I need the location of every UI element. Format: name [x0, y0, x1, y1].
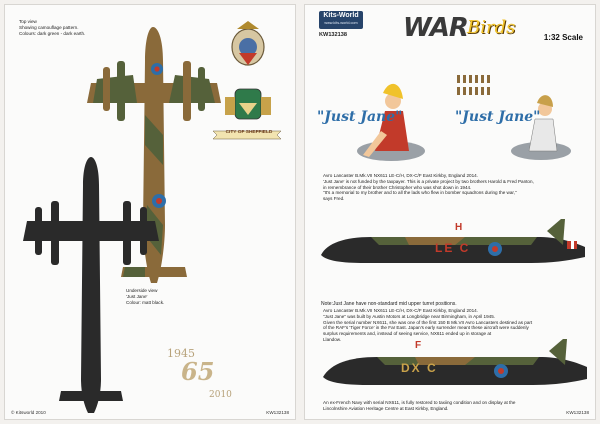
- description-line: "Just Jane" was built by Austin Motors at Longbridge near Birmingham, in April 1945.: [323, 313, 496, 319]
- catalogue-number: KW132138: [319, 32, 347, 38]
- description-line: Llandow.: [323, 336, 342, 342]
- top-view-caption-line: Colours: dark green - dark earth.: [19, 30, 86, 36]
- anniversary-number: 65: [181, 357, 215, 386]
- description-line: says Fred.: [323, 196, 345, 202]
- scale-label: 1:32 Scale: [543, 33, 583, 42]
- description-line: Avro Lancaster B.Mk.VII NX611 LE-C/H, DX-C/F East Kirkby, England 2014.: [323, 308, 478, 313]
- copyright-text: © Kitsworld 2010: [11, 410, 46, 415]
- left-decal-panel: [4, 4, 296, 420]
- lancaster-profile-2-icon: [305, 5, 596, 420]
- left-sheet-code: KW132138: [266, 410, 289, 415]
- series-title-war: WAR: [403, 13, 468, 43]
- description-line: surplus requirements and, instead of seeing service, NX611 ended up in storage at: [323, 331, 492, 337]
- brand-url: www.kits-world.com: [324, 21, 358, 25]
- anniversary-start-year: 1945: [167, 347, 195, 360]
- series-title-birds: Birds: [467, 17, 516, 38]
- top-view-caption-line: Showing camouflage pattern.: [19, 24, 79, 30]
- underside-caption-line: Underside view: [126, 288, 158, 293]
- right-sheet-code: KW132138: [566, 410, 589, 415]
- underside-caption-line: Colour: matt black.: [126, 299, 165, 305]
- description-line: Lincolnshire Aviation Heritage Centre at East Kirkby, England.: [323, 405, 449, 411]
- description-line: 'Just Jane' is not funded by the taxpayer. This is a private project by two brothers Harold & Fred Panton,: [323, 178, 534, 184]
- description-block-3: [323, 400, 593, 412]
- nose-art-title-left: "Just Jane": [317, 109, 403, 125]
- nose-art-title-right: "Just Jane": [455, 109, 541, 125]
- brand-name: Kits-World: [323, 12, 359, 19]
- underside-caption-line: 'Just Jane': [126, 293, 148, 299]
- description-line: An ex-French Navy with serial NX611, is fully restored to taxiing condition and on display at the: [323, 400, 516, 405]
- description-line: "It's a memorial to my brother and to all the lads who flew in bomber squadrons during the war,": [323, 190, 517, 196]
- right-decal-panel: [304, 4, 596, 420]
- code-letter-f: F: [415, 340, 422, 351]
- code-letters-1: LE C: [435, 241, 471, 255]
- top-view-caption-line: Top view: [19, 19, 37, 24]
- description-line: Avro Lancaster B.Mk.VII NX611 LE-C/H, DX-C/F East Kirkby, England 2014.: [323, 173, 478, 178]
- code-letters-2: DX C: [401, 361, 438, 375]
- city-banner-text: CITY OF SHEFFIELD: [225, 130, 273, 135]
- description-line: in remembrance of their brother Christopher who was shot down in 1944.: [323, 184, 472, 190]
- description-line: Given the serial number NX611, she was one of the first 150 B Mk.VII Avro Lancasters destined as part: [323, 319, 533, 325]
- description-line: of the RAF's 'Tiger Force' in the Far East. Japan's early surrender meant these aircraft were suddenly: [323, 325, 529, 331]
- turret-note: Note:Just Jane have non-standard mid upper turret positions.: [321, 301, 457, 307]
- code-letter-h: H: [455, 222, 463, 233]
- lancaster-underside-icon: [5, 5, 297, 421]
- underside-caption: [126, 288, 216, 305]
- anniversary-end-year: 2010: [209, 390, 232, 400]
